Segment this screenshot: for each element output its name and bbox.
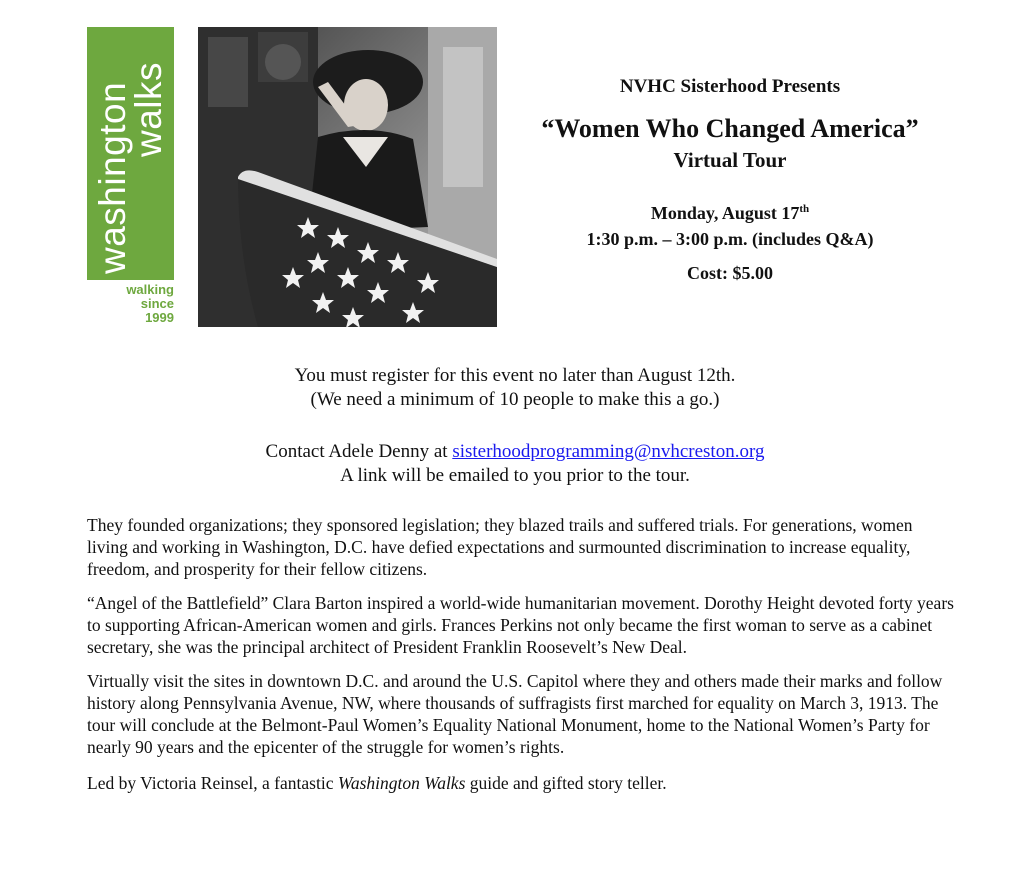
washington-walks-logo <box>87 27 174 280</box>
registration-notice <box>0 364 1030 412</box>
event-date-text: Monday, August 17 <box>650 203 800 223</box>
logo-tagline-line: walking <box>126 282 174 297</box>
event-cost: Cost: $5.00 <box>687 263 773 283</box>
event-date <box>500 203 960 224</box>
event-header <box>500 76 960 284</box>
guide-company: Washington Walks <box>337 773 466 793</box>
guide-suffix: guide and gifted story teller. <box>465 773 667 793</box>
logo-tagline <box>87 283 174 325</box>
description-paragraph: “Angel of the Battlefield” Clara Barton inspired a world-wide humanitarian movement. Dorothy Height devoted forty years to supporting African-American women and girls. Frances Perkins not only became the first woman to serve as a cabinet secretary, she was the principal architect of President Franklin Roosevelt’s New Deal. <box>87 593 954 657</box>
logo-wordmark <box>87 27 174 280</box>
event-time: 1:30 p.m. – 3:00 p.m. (includes Q&A) <box>586 229 874 249</box>
contact-line <box>0 440 1030 464</box>
contact-prefix: Contact Adele Denny at <box>265 441 453 462</box>
description-paragraph: Virtually visit the sites in downtown D.C. and around the U.S. Capitol where they and others made their marks and follow history along Pennsylvania Avenue, NW, where thousands of suffragists first marched for equality on March 3, 1913. The tour will conclude at the Belmont-Paul Women’s Equality National Monument, home to the National Women’s Party for nearly 90 years and the epicenter of the struggle for women’s rights. <box>87 671 943 757</box>
presenter-line: NVHC Sisterhood Presents <box>619 76 841 97</box>
logo-line-walks: walks <box>127 61 169 157</box>
registration-minimum: (We need a minimum of 10 people to make this a go.) <box>310 389 720 410</box>
event-date-suffix: th <box>799 203 810 215</box>
description-paragraph: They founded organizations; they sponsored legislation; they blazed trails and suffered trials. For generations, women living and working in Washington, D.C. have defied expectations and surmounted discrimination to increase equality, freedom, and prosperity for their fellow citizens. <box>87 515 913 579</box>
logo-line-washington: washington <box>91 81 133 274</box>
guide-paragraph <box>87 772 957 794</box>
suffragist-photo-illustration <box>198 27 497 327</box>
contact-link-note: A link will be emailed to you prior to the tour. <box>340 465 690 486</box>
contact-block <box>0 440 1030 488</box>
registration-deadline: You must register for this event no later than August 12th. <box>294 365 736 386</box>
logo-tagline-line: since <box>140 296 174 311</box>
event-title: “Women Who Changed America” <box>541 114 919 143</box>
event-subtitle: Virtual Tour <box>673 148 787 172</box>
contact-email-link[interactable]: sisterhoodprogramming@nvhcreston.org <box>452 441 765 462</box>
guide-prefix: Led by Victoria Reinsel, a fantastic <box>87 773 338 793</box>
logo-tagline-line: 1999 <box>145 310 174 325</box>
description-body <box>87 514 957 806</box>
suffragist-photo <box>198 27 497 327</box>
